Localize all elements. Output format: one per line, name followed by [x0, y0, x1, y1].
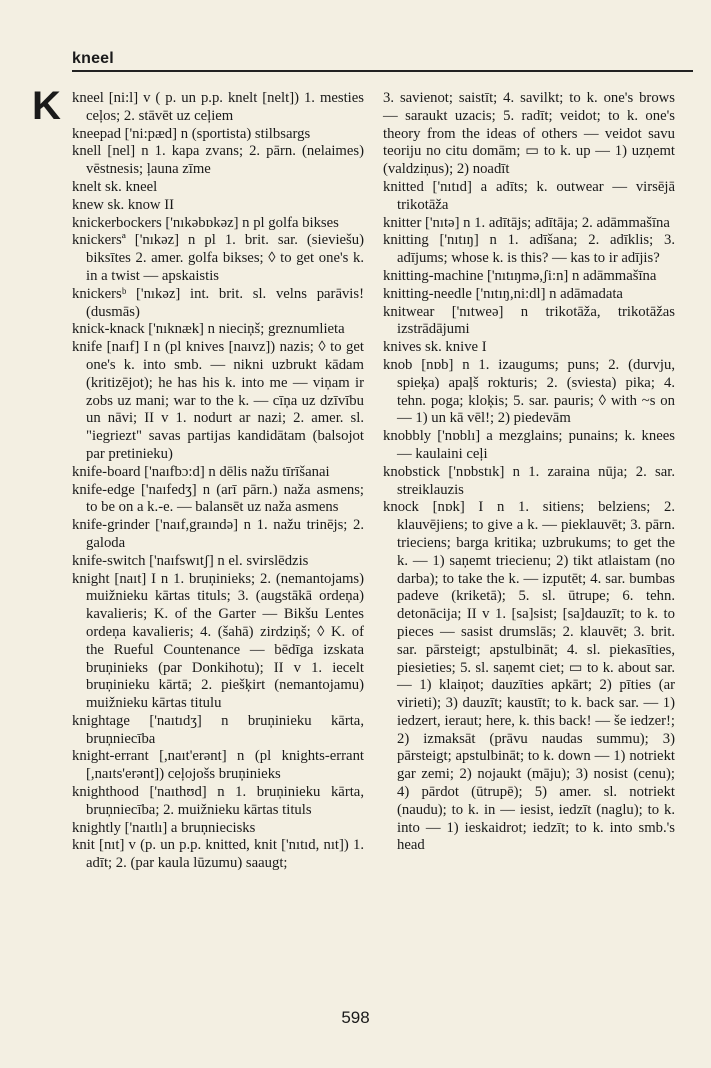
entry-knobbly: knobbly ['nɒblı] a mezglains; punains; k. knees — kaulaini ceļi: [383, 428, 675, 462]
entry-knitter: knitter ['nıtə] n 1. adītājs; adītāja; 2. adāmmašīna: [383, 214, 670, 231]
entry-knife: knife [naıf] I n (pl knives [naıvz]) nazis; ◊ to get one's k. into smb. — nikni uzbrukt kādam (kritizējot); he has his k. into me — viņam ir zobs uz mani; war to the k. — cīņa uz dzīvību un nāvi; II v 1. nodurt ar nazi; 2. amer. sl. "iegriezt" savas partijas kandidātam (balsojot par pretinieku): [72, 339, 364, 462]
entry-knightly: knightly ['naıtlı] a bruņniecisks: [72, 819, 256, 836]
entry-kneel: kneel [ni:l] v ( p. un p.p. knelt [nelt]) 1. mesties ceļos; 2. stāvēt uz ceļiem: [72, 90, 364, 124]
entry-knife-edge: knife-edge ['naıfedʒ] n (arī pārn.) naža asmens; to be on a k.-e. — balansēt uz naža asmens: [72, 481, 364, 516]
entry-knitting: knitting ['nıtıŋ] n 1. adīšana; 2. adīklis; 3. adījums; whose k. is this? — kas to ir adījis?: [383, 232, 675, 267]
entry-knightage: knightage ['naıtıdʒ] n bruņinieku kārta, bruņniecība: [72, 712, 364, 747]
entry-knickerbockers: knickerbockers ['nıkəbɒkəz] n pl golfa bikses: [72, 214, 339, 231]
entry-knell: knell [nel] n 1. kapa zvans; 2. pārn. (nelaimes) vēstnesis; ļauna zīme: [72, 143, 364, 178]
entry-knitwear: knitwear ['nıtweə] n trikotāža, trikotāžas izstrādājumi: [383, 303, 675, 338]
entry-kneepad: kneepad ['ni:pæd] n (sportista) stilbsargs: [72, 125, 311, 142]
page-number: 598: [341, 1008, 370, 1027]
entry-knock: knock [nɒk] I n 1. sitiens; belziens; 2. klauvējiens; to give a k. — pieklauvēt; 3. pārn. trieciens; barga kritika; uzbrukums; to get the k. — 1) saņemt triecienu; 2) tikt atlaistam (no darba); to take the k. — izputēt; 4. sar. bumbas padeve (kriketā); 5. sl. ūtrupe; 6. tehn. detonācija; II v 1. [sa]sist; [sa]dauzīt; to k. to pieces — sasist drumslās; 2. klauvēt; 3. brit. sar. pārsteigt; apstulbināt; 4. sl. piekasīties, piesieties; 5. sl. saņemt ciet; ▭ to k. about sar. — 1) klaiņot; dauzīties apkārt; 2) pīties (ar virieti); 3) dauzīt; kaustīt; to k. back sar. — 1) iedzert, ieraut; here, k. this back! — še iedzer!; 2) izmaksāt (prāvu naudas summu); 3) pārsteigt; apstulbināt; to k. down — 1) notriekt gar zemi; 2) nojaukt (māju); 3) nosist (cenu); 4) pārdot (ūtrupē); 5) amer. sl. notriekt (naudu); to k. in — iesist, iedzīt (naglu); to k. into — 1) ieskaidrot; iedzīt; to k. into smb.'s head: [383, 499, 675, 854]
header-rule: [72, 70, 693, 72]
entry-knickers-a: knickersª ['nıkəz] n pl 1. brit. sar. (sieviešu) biksītes 2. amer. golfa bikses; ◊ to get one's k. in a twist — apskaistis: [72, 232, 364, 284]
entry-knelt: knelt sk. kneel: [72, 178, 158, 195]
entry-knitting-machine: knitting-machine ['nıtıŋmə,ʃi:n] n adāmmašīna: [383, 267, 657, 284]
entry-knife-board: knife-board ['naıfbɔ:d] n dēlis nažu tīrīšanai: [72, 463, 330, 480]
entry-knife-grinder: knife-grinder ['naıf,graındə] n 1. nažu trinējs; 2. galoda: [72, 517, 364, 551]
entry-knick-knack: knick-knack ['nıknæk] n nieciņš; greznumlieta: [72, 321, 345, 338]
entry-knife-switch: knife-switch ['naıfswıtʃ] n el. svirslēdzis: [72, 552, 309, 569]
entry-knight-errant: knight-errant [,naıt'erənt] n (pl knights-errant [,naıts'erənt]) ceļojošs bruņinieks: [72, 748, 364, 783]
entry-knitted: knitted ['nıtıd] a adīts; k. outwear — virsējā trikotāža: [383, 178, 675, 213]
entry-knob: knob [nɒb] n 1. izaugums; puns; 2. (durvju, spieķa) apaļš rokturis; 2. (sviesta) pika; 4. tehn. poga; kloķis; 5. sar. pauris; ◊ with ~s on — 1) un kā vēl!; 2) piedevām: [383, 356, 675, 427]
entry-knit: knit [nıt] v (p. un p.p. knitted, knit ['nıtıd, nıt]) 1. adīt; 2. (par kaula lūzumu) saaugt;: [72, 837, 364, 872]
entry-knitting-needle: knitting-needle ['nıtıŋ,ni:dl] n adāmadata: [383, 285, 623, 302]
left-column: [72, 90, 364, 873]
entry-knighthood: knighthood ['naıthʊd] n 1. bruņinieku kārta, bruņniecība; 2. muižnieku kārtas tituls: [72, 784, 364, 818]
entry-knight: knight [naıt] I n 1. bruņinieks; 2. (nemantojams) muižnieku kārtas tituls; 3. (augstākā ordeņa) kavalieris; K. of the Garter — Bikšu Lentes ordeņa kavalieris; 4. (šahā) zirdziņš; ◊ K. of the Rueful Countenance — bēdīga izskata bruņinieks (par Donkihotu); II v 1. iecelt bruņinieku kārtā; 2. piešķirt (nemantojamu) muižnieku kārtas titulu: [72, 570, 364, 712]
entry-knives: knives sk. knive I: [383, 339, 487, 356]
right-column: [383, 90, 675, 855]
section-letter: K: [32, 84, 61, 128]
entry-knickers-b: knickersᵇ ['nıkəz] int. brit. sl. velns parāvis! (dusmās): [72, 285, 364, 320]
entry-knit-continued: 3. savienot; saistīt; 4. savilkt; to k. one's brows — saraukt uzacis; 5. radīt; veidot; to k. one's theory from the ideas of others — veidot savu teoriju no citu domām; ▭ to k. up — 1) uzņemt (valdziņus); 2) noadīt: [383, 90, 675, 178]
entry-knew: knew sk. know II: [72, 196, 174, 213]
running-head: kneel: [72, 50, 114, 67]
entry-knobstick: knobstick ['nɒbstık] n 1. zaraina nūja; 2. sar. streiklauzis: [383, 463, 675, 498]
